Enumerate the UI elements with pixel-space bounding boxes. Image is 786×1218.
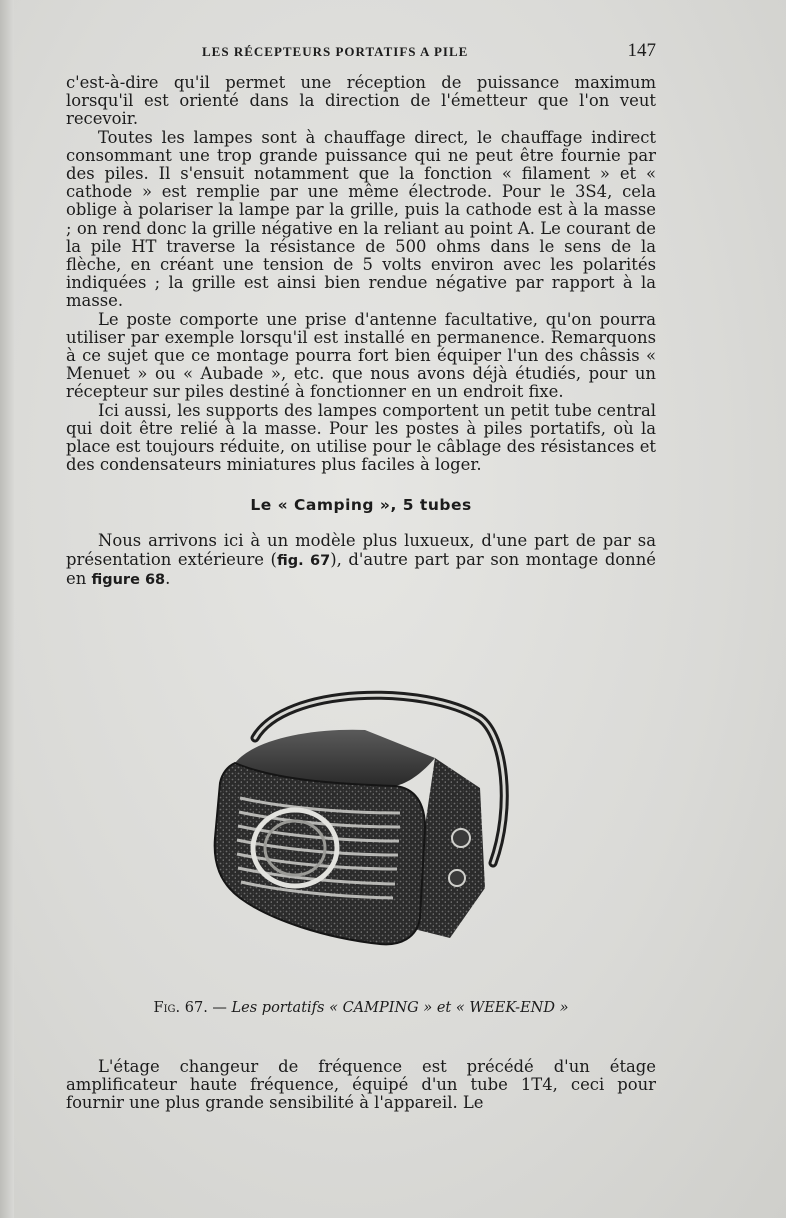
figure-title: Les portatifs « CAMPING » et « WEEK-END » <box>231 1000 569 1016</box>
figure-caption <box>66 1000 656 1016</box>
intro-text-b: ), d'autre part par son montage donné en <box>66 549 656 588</box>
page-header <box>66 40 656 64</box>
bottom-text <box>66 1058 656 1113</box>
portable-radio-illustration <box>195 688 525 958</box>
running-title: LES RÉCEPTEURS PORTATIFS A PILE <box>202 44 469 59</box>
paragraph-2: Toutes les lampes sont à chauffage direct, le chauffage indirect consommant une trop grande puissance qui ne peut être fournie par des piles. Il s'ensuit notamment que la fonction « filament » et « cathode » est remplie par une même électrode. Pour le 3S4, cela oblige à polariser la lampe par la grille, puis la cathode est à la masse ; on rend donc la grille négative en la reliant au point A. Le courant de la pile HT traverse la résistance de 500 ohms dans le sens de la flèche, en créant une tension de 5 volts environ avec les polarités indiquées ; la grille est ainsi bien rendue négative par rapport à la masse. <box>66 127 656 311</box>
page-spine-shadow <box>0 0 14 1218</box>
paragraph-bottom: L'étage changeur de fréquence est précédé d'un étage amplificateur haute fréquence, équipé d'un tube 1T4, ceci pour fournir une plus grande sensibilité à l'appareil. Le <box>66 1057 656 1113</box>
figure-67-reference: fig. 67 <box>276 552 331 569</box>
intro-text-c: . <box>165 568 171 588</box>
paragraph-4: Ici aussi, les supports des lampes comportent un petit tube central qui doit être relié à la masse. Pour les postes à piles portatifs, où la place est toujours réduite, on utilise pour le câblage des résistances et des condensateurs miniatures plus faciles à loger. <box>66 400 656 475</box>
section-intro <box>66 532 656 589</box>
page-number: 147 <box>627 40 656 61</box>
figure-label: Fig. 67. — <box>153 1000 227 1016</box>
figure-68-reference: figure 68 <box>91 571 166 588</box>
intro-text-a: Nous arrivons ici à un modèle plus luxueux, d'une part de par sa présentation extérieure ( <box>66 531 656 569</box>
paragraph-1: c'est-à-dire qu'il permet une réception de puissance maximum lorsqu'il est orienté dans la direction de l'émetteur que l'on veut recevoir. <box>66 73 656 129</box>
section-title: Le « Camping », 5 tubes <box>250 496 472 515</box>
paragraph-3: Le poste comporte une prise d'antenne facultative, qu'on pourra utiliser par exemple lorsqu'il est installé en permanence. Remarquons à ce sujet que ce montage pourra fort bien équiper l'un des châssis « Menuet » ou « Aubade », etc. que nous avons déjà étudiés, pour un récepteur sur piles destiné à fonctionner en un endroit fixe. <box>66 309 656 402</box>
main-text <box>66 74 656 589</box>
